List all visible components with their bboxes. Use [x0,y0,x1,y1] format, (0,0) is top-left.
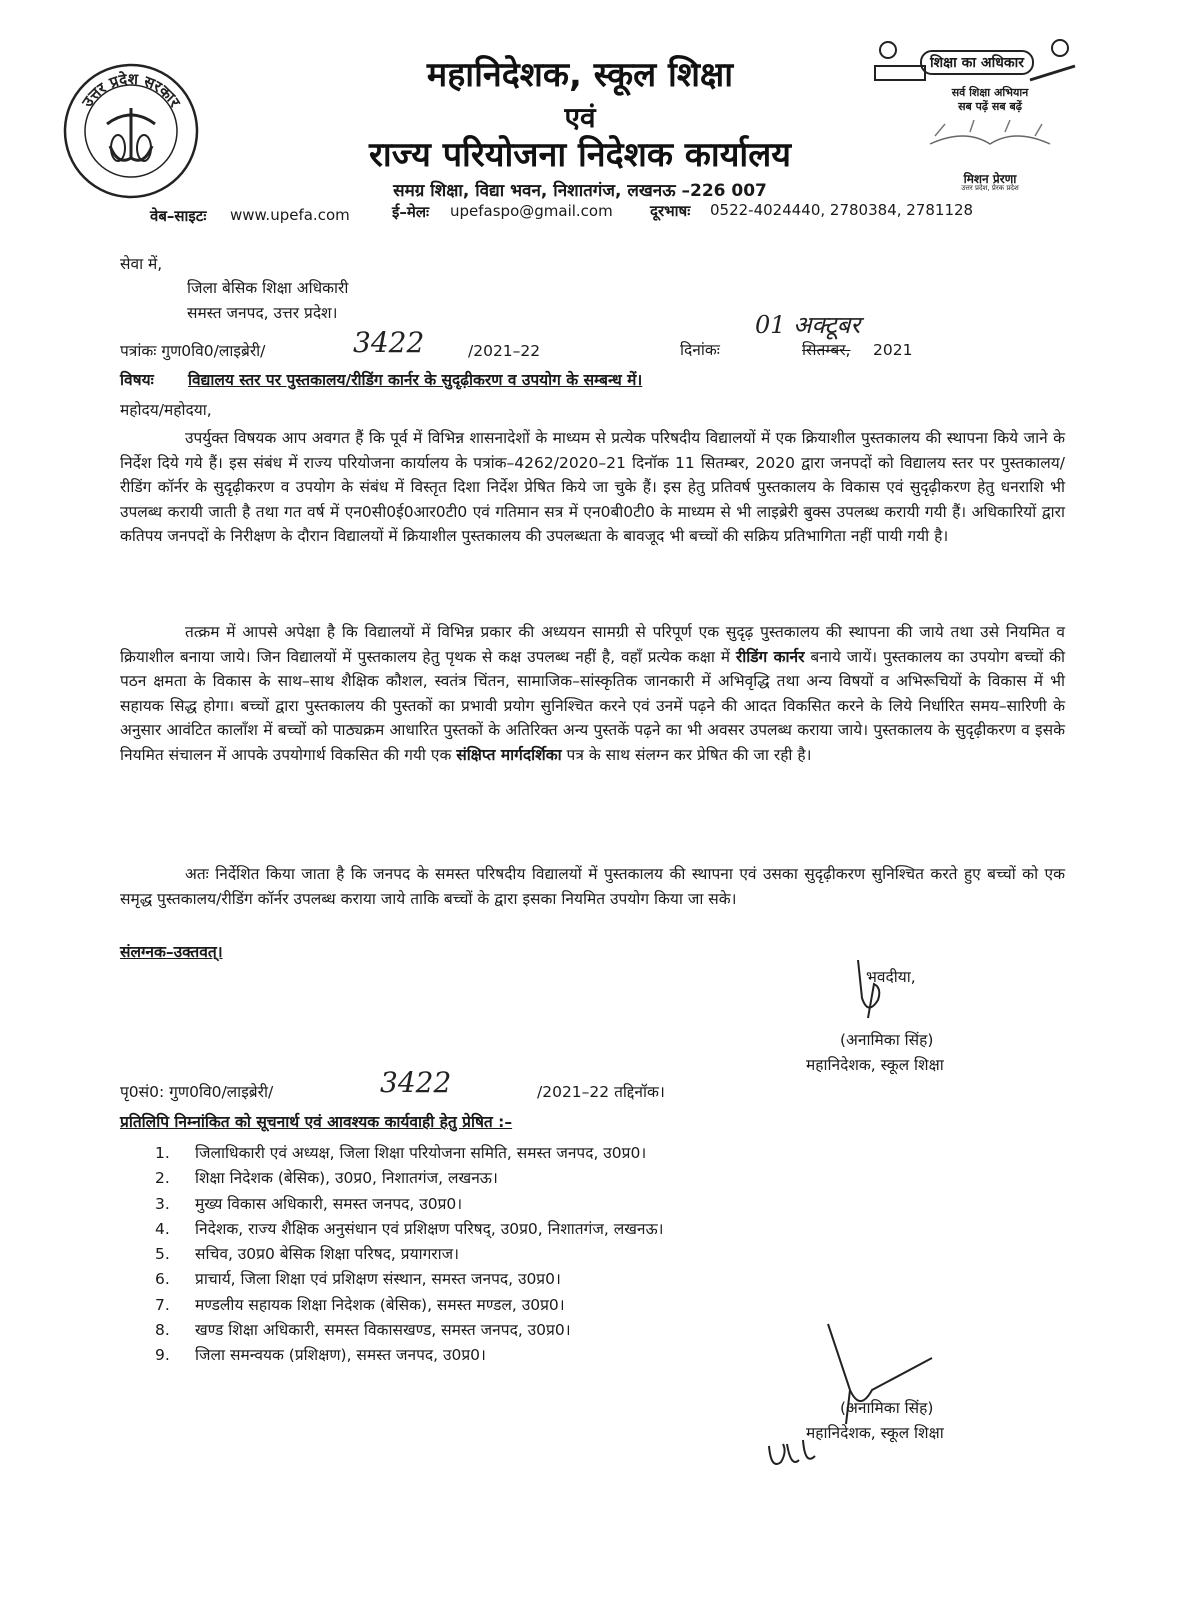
enclosure-note: संलग्नक–उक्तवत्। [120,943,223,961]
copy-recipients-list [155,1141,875,1369]
list-item-number: 3. [155,1194,170,1213]
list-item-text: जिलाधिकारी एवं अध्यक्ष, जिला शिक्षा परियोजना समिति, समस्त जनपद, उ0प्र0। [195,1144,647,1162]
website-link[interactable]: www.upefa.com [230,206,350,224]
ssa-line2: सब पढ़ें सब बढ़ें [958,100,1022,113]
copy-ref-prefix: पृ0सं0: गुण0वि0/लाइब्रेरी/ [120,1083,274,1101]
list-item-text: खण्ड शिक्षा अधिकारी, समस्त विकासखण्ड, समस्त जनपद, उ0प्र0। [195,1321,571,1340]
list-item-number: 7. [155,1295,170,1314]
header-address: समग्र शिक्षा, विद्या भवन, निशातगंज, लखनऊ –226 007 [393,181,767,201]
patrank-suffix: /2021–22 [468,342,541,360]
paragraph-2-part-a: तत्क्रम में आपसे अपेक्षा है कि विद्यालयों में विभिन्न प्रकार की अध्ययन सामग्री से परिपूर्ण एक सुदृढ़ पुस्तकालय की स्थापना की जाये तथा उसे नियमित व क्रियाशील बनाया जाये। जिन विद्यालयों में पुस्तकालय हेतु पृथक से कक्ष उपलब्ध नहीं है, वहाँ प्रत्येक कक्षा में [120,623,1065,666]
signatory-designation-1: महानिदेशक, स्कूल शिक्षा [806,1056,944,1074]
patrank-prefix: पत्रांकः गुण0वि0/लाइब्रेरी/ [120,342,266,360]
emblem-text: उत्तर प्रदेश सरकार [78,69,184,111]
addressee-line1: जिला बेसिक शिक्षा अधिकारी [187,279,349,297]
closing-bhavdiya: भवदीया, [866,968,916,986]
signatory-name-1: (अनामिका सिंह) [840,1031,934,1049]
list-item-number: 8. [155,1321,170,1340]
list-item [155,1343,875,1368]
paragraph-2-part-c: पत्र के साथ संलग्न कर प्रेषित की जा रही है। [561,745,812,764]
reading-corner-emphasis: रीडिंग कार्नर [735,647,805,666]
mission-prerna-sub: उत्तर प्रदेश, प्रेरक प्रदेश [961,184,1019,192]
salutation: महोदय/महोदया, [120,401,212,419]
list-item [155,1293,875,1318]
copy-ref-suffix: /2021–22 तद्दिनॉक। [537,1083,665,1101]
list-item [155,1242,875,1267]
list-item-number: 4. [155,1219,170,1238]
signatory-name-2: (अनामिका सिंह) [840,1399,934,1417]
list-item-number: 2. [155,1169,170,1188]
copy-heading: प्रतिलिपि निम्नांकित को सूचनार्थ एवं आवश्यक कार्यवाही हेतु प्रेषित :– [120,1113,513,1131]
list-item-number: 5. [155,1245,170,1264]
list-item [155,1166,875,1191]
copy-ref-number-handwritten: 3422 [380,1066,452,1099]
list-item [155,1318,875,1343]
email-label: ई–मेलः [392,203,430,221]
date-struck-month: सितम्बर, [802,341,851,359]
phone-label: दूरभाषः [650,202,691,220]
list-item-number: 6. [155,1270,170,1289]
list-item [155,1217,875,1242]
subject-label: विषयः [120,371,154,389]
paragraph-3: अतः निर्देशित किया जाता है कि जनपद के समस्त परिषदीय विद्यालयों में पुस्तकालय की स्थापना एवं उसका सुदृढ़ीकरण सुनिश्चित करते हुए बच्चों को एक समृद्ध पुस्तकालय/रीडिंग कॉर्नर उपलब्ध कराया जाये ताकि बच्चों के द्वारा इसका नियमित उपयोग किया जा सके। [120,865,1065,908]
list-item-text: शिक्षा निदेशक (बेसिक), उ0प्र0, निशातगंज, लखनऊ। [195,1169,498,1188]
email-link[interactable]: upefaspo@gmail.com [450,202,613,220]
patrank-number-handwritten: 3422 [353,326,425,359]
mission-prerna: मिशन प्रेरणा [963,172,1017,186]
paragraph-1: उपर्युक्त विषयक आप अवगत हैं कि पूर्व में विभिन्न शासनादेशों के माध्यम से प्रत्येक परिषदीय विद्यालयों में एक क्रियाशील पुस्तकालय की स्थापना किये जाने के निर्देश दिये गये हैं। इस संबंध में राज्य परियोजना कार्यालय के पत्रांक–4262/2020–21 दिनॉक 11 सितम्बर, 2020 द्वारा जनपदों को विद्यालय स्तर पर पुस्तकालय/रीडिंग कॉर्नर के सुदृढ़ीकरण व उपयोग के संबंध में विस्तृत दिशा निर्देश प्रेषित किये जा चुके हैं। इस हेतु प्रतिवर्ष पुस्तकालय के विकास एवं सुदृढ़ीकरण हेतु धनराशि भी उपलब्ध करायी जाती है तथा गत वर्ष में एन0सी0ई0आर0टी0 एवं गतिमान सत्र में एन0बी0टी0 के माध्यम से भी लाइब्रेरी बुक्स उपलब्ध करायी गयी हैं। अधिकारियों द्वारा कतिपय जनपदों के निरीक्षण के दौरान विद्यालयों में क्रियाशील पुस्तकालय की उपलब्धता के बावजूद भी बच्चों की सक्रिय प्रतिभागिता नहीं पायी गयी है। [120,429,1066,546]
date-label: दिनांकः [680,341,720,359]
list-item-text: मण्डलीय सहायक शिक्षा निदेशक (बेसिक), समस्त मण्डल, उ0प्र0। [195,1295,565,1314]
list-item [155,1141,875,1166]
rte-badge: शिक्षा का अधिकार [920,50,1034,75]
list-item-text: मुख्य विकास अधिकारी, समस्त जनपद, उ0प्र0। [195,1194,463,1213]
ssa-slogan [925,86,1055,114]
addressee-line2: समस्त जनपद, उत्तर प्रदेश। [187,304,338,322]
website-label: वेब–साइटः [150,207,207,225]
date-handwritten: 01 अक्टूबर [755,311,861,339]
list-item [155,1192,875,1217]
guideline-emphasis: संक्षिप्त मार्गदर्शिका [456,745,562,764]
header-title-line2: एवं [564,101,596,134]
paragraph-2-part-b: बनाये जायें। पुस्तकालय का उपयोग बच्चों की पठन क्षमता के विकास के साथ–साथ शैक्षिक कौशल, स्वतंत्र चिंतन, सामाजिक–सांस्कृतिक जानकारी में अभिवृद्धि तथा अन्य विषयों व अभिरूचियों के विकास में भी सहायक सिद्ध होगा। बच्चों द्वारा पुस्तकालय की पुस्तकों का प्रभावी प्रयोग सुनिश्चित करने एवं उनमें पढ़ने की आदत विकसित करने के लिये निर्धारित समय–सारिणी के अनुसार आवंटित कालाँश में बच्चों को पाठ्यक्रम आधारित पुस्तकों के अतिरिक्त अन्य पुस्तकें पढ़ने का भी अवसर उपलब्ध कराया जाये। पुस्तकालय के सुदृढ़ीकरण व इसके नियमित संचालन में आपके उपयोगार्थ विकसित की गयी एक [120,647,1065,764]
list-item-number: 9. [155,1346,170,1365]
list-item-number: 1. [155,1144,170,1162]
initials-handwritten [765,1432,825,1474]
header-title-line3: राज्य परियोजना निदेशक कार्यालय [368,135,792,175]
paragraph-2 [120,620,1065,768]
ssa-line1: सर्व शिक्षा अभियान [951,86,1029,99]
phone-number: 0522-4024440, 2780384, 2781128 [710,201,974,219]
list-item-text: सचिव, उ0प्र0 बेसिक शिक्षा परिषद, प्रयागराज। [195,1245,460,1264]
up-government-emblem [62,62,200,200]
list-item [155,1267,875,1292]
list-item-text: प्राचार्य, जिला शिक्षा एवं प्रशिक्षण संस्थान, समस्त जनपद, उ0प्र0। [195,1270,561,1289]
date-year: 2021 [873,341,913,359]
header-title-line1: महानिदेशक, स्कूल शिक्षा [426,55,734,95]
list-item-text: निदेशक, राज्य शैक्षिक अनुसंधान एवं प्रशिक्षण परिषद्, उ0प्र0, निशातगंज, लखनऊ। [195,1219,664,1238]
subject-text: विद्यालय स्तर पर पुस्तकालय/रीडिंग कार्नर के सुदृढ़ीकरण व उपयोग के सम्बन्ध में। [188,371,643,389]
signatory-designation-2: महानिदेशक, स्कूल शिक्षा [806,1424,944,1442]
list-item-text: जिला समन्वयक (प्रशिक्षण), समस्त जनपद, उ0प्र0। [195,1346,486,1365]
addressee-to: सेवा में, [120,255,163,273]
